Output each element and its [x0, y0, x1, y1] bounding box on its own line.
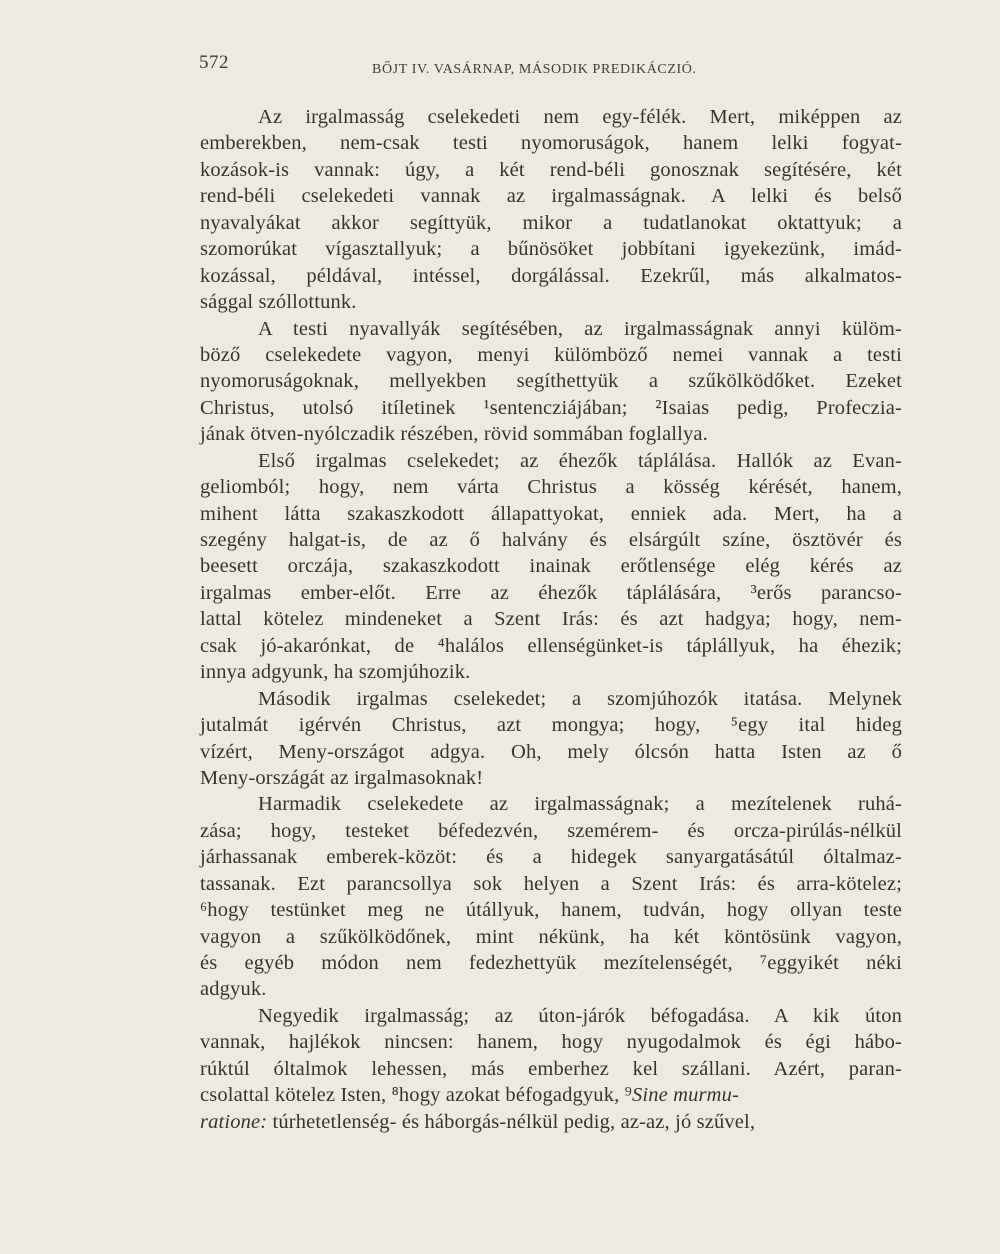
text-line: Negyedik irgalmasság; az úton-járók béfogadása. A kik úton: [258, 1004, 902, 1027]
text-line: Christus, utolsó itíletinek ¹sentencziájában; ²Isaias pedig, Profeczia-: [200, 396, 902, 419]
text-line: tassanak. Ezt parancsollya sok helyen a Szent Irás: és arra-kötelez;: [200, 872, 902, 895]
text-line: rend-béli cselekedeti vannak az irgalmasságnak. A lelki és belső: [200, 185, 902, 208]
text-line: zása; hogy, testeket béfedezvén, szemérem- és orcza-pirúlás-nélkül: [200, 819, 902, 842]
text-line: lattal kötelez mindeneket a Szent Irás: és azt hadgya; hogy, nem-: [200, 608, 902, 631]
text-line: beesett orczája, szakaszkodott inainak erőtlensége elég kérés az: [200, 555, 902, 578]
text-line: rúktúl óltalmok lehessen, más emberhez kel szállani. Azért, paran-: [200, 1057, 902, 1080]
text-line: szomorúkat vígasztallyuk; a bűnösöket jobbítani igyekezünk, imád-: [200, 238, 902, 261]
text-line: sággal szóllottunk.: [200, 291, 357, 314]
text-line: [200, 1109, 902, 1135]
text-line: vagyon a szűkölködőnek, mint nékünk, ha két köntösünk vagyon,: [200, 925, 902, 948]
text-line: ⁶hogy testünket meg ne útállyuk, hanem, tudván, hogy ollyan teste: [200, 899, 902, 922]
text-line: szegény halgat-is, de az ő halvány és elsárgúlt színe, ösztövér és: [200, 529, 902, 551]
text-line: [200, 1082, 902, 1108]
text-line: vannak, hajlékok nincsen: hanem, hogy nyugodalmok és égi hábo-: [200, 1031, 902, 1054]
text-line: geliomból; hogy, nem várta Christus a kösség kérését, hanem,: [200, 476, 902, 499]
text-line: irgalmas ember-előt. Erre az éhezők táplálására, ³erős parancso-: [200, 581, 902, 604]
text-line: kozással, példával, intéssel, dorgálással. Ezekrűl, más alkalmatos-: [200, 264, 902, 287]
text-line-start: csolattal kötelez Isten, ⁸hogy azokat béfogadgyuk, ⁹: [200, 1084, 632, 1107]
text-line: nyomoruságoknak, mellyekben segíthettyük a szűkölködőket. Ezeket: [200, 370, 902, 393]
text-line: Meny-országát az irgalmasoknak!: [200, 766, 484, 789]
latin-phrase: Sine murmu-: [631, 1084, 739, 1107]
text-line: nyavalyákat akkor segíttyük, mikor a tudatlanokat oktattyuk; a: [200, 211, 902, 234]
page-number: 572: [199, 52, 229, 73]
text-line: böző cselekedete vagyon, menyi külömböző nemei vannak a testi: [200, 343, 902, 366]
text-line: Harmadik cselekedete az irgalmasságnak; a mezítelenek ruhá-: [258, 793, 902, 816]
text-line: vízért, Meny-országot adgya. Oh, mely ólcsón hatta Isten az ő: [200, 740, 902, 763]
text-line: jának ötven-nyólczadik részében, rövid sommában foglallya.: [200, 423, 708, 446]
text-line: Az irgalmasság cselekedeti nem egy-félék. Mert, miképpen az: [258, 106, 902, 128]
latin-phrase: ratione:: [200, 1110, 268, 1133]
text-line: A testi nyavallyák segítésében, az irgalmasságnak annyi külöm-: [258, 317, 902, 340]
text-line: és egyéb módon nem fedezhettyük mezítelenségét, ⁷eggyikét néki: [200, 952, 902, 974]
text-line: jutalmát igérvén Christus, azt mongya; hogy, ⁵egy ital hideg: [200, 714, 902, 737]
body-text: [200, 104, 902, 1135]
text-line-rest: túrhetetlenség- és háborgás-nélkül pedig, az-az, jó szűvel,: [272, 1110, 756, 1133]
text-line: adgyuk.: [200, 978, 267, 1001]
text-line: Első irgalmas cselekedet; az éhezők táplálása. Hallók az Evan-: [258, 449, 902, 472]
margin-notes: [0, 0, 200, 1254]
text-line: kozások-is vannak: úgy, a két rend-béli gonosznak segítésére, két: [200, 158, 902, 181]
running-head: BŐJT IV. VASÁRNAP, MÁSODIK PREDIKÁCZIÓ.: [372, 62, 697, 77]
text-line: Második irgalmas cselekedet; a szomjúhozók itatása. Melynek: [258, 687, 902, 710]
text-line: járhassanak emberek-közöt: és a hidegek sanyargatásátúl óltalmaz-: [200, 846, 902, 869]
text-line: innya adgyunk, ha szomjúhozik.: [200, 661, 471, 684]
text-line: mihent látta szakaszkodott állapattyokat, enniek ada. Mert, ha a: [200, 502, 902, 525]
text-line: emberekben, nem-csak testi nyomoruságok, hanem lelki fogyat-: [200, 132, 902, 155]
text-line: csak jó-akarónkat, de ⁴halálos ellenségünket-is táplállyuk, ha éhezik;: [200, 634, 902, 657]
